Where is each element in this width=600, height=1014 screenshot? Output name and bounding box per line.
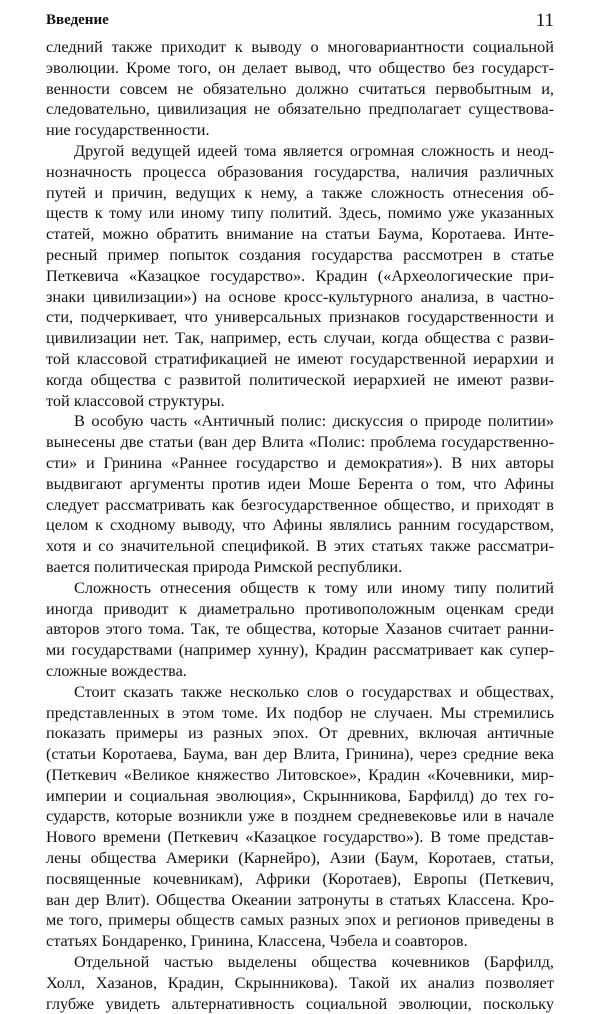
text-line: цивилизации нет. Так, например, есть случаи, когда общества с разви- [46,328,554,348]
body-text [46,37,554,1014]
text-line: ние государственности. [46,120,210,140]
page-number: 11 [535,10,554,31]
text-line: Петкевича «Казацкое государство». Крадин («Археологические при- [46,265,554,285]
text-line: когда общества с развитой политической иерархией не имеют разви- [46,369,554,389]
text-line: (Петкевич «Великое княжество Литовское», Крадин «Кочевники, мир- [46,764,554,784]
text-line: показать примеры из разных эпох. От древних, включая античные [46,723,554,743]
text-line: сти, подчеркивает, что универсальных признаков государственности и [46,307,554,327]
text-line: следует рассматривать как безгосударственное общество, и приходят в [46,494,554,514]
text-line: той классовой стратификацией не имеют государственной иерархии и [46,348,554,368]
text-line: авторов этого тома. Так, те общества, которые Хазанов считает ранни- [46,619,554,639]
paragraph [46,141,554,411]
text-line: империи и социальная эволюция», Скрынникова, Барфилд) до тех го- [46,785,554,805]
text-line: эволюции. Кроме того, он делает вывод, что общество без государст- [46,57,554,77]
text-line: нозначность процесса образования государства, наличия различных [46,161,554,181]
paragraph [46,682,554,952]
paragraph [46,578,554,682]
text-line: венности совсем не обязательно должно считаться первобытным и, [46,78,554,98]
text-line: путей и причин, ведущих к нему, а также сложность отнесения об- [46,182,554,202]
text-line: Холл, Хазанов, Крадин, Скрынникова). Такой их анализ позволяет [46,972,554,992]
text-line: знаки цивилизации») на основе кросс-культурного анализа, в частно- [46,286,554,306]
text-line: ван дер Влит). Общества Океании затронуты в статьях Классена. Кро- [46,889,554,909]
paragraph [46,952,554,1014]
page-header [46,10,554,36]
text-line: посвященные кочевникам), Африки (Коротаев), Европы (Петкевич, [46,868,554,888]
text-line: целом к сходному выводу, что Афины являлись ранним государством, [46,515,554,535]
text-line: следовательно, цивилизация не обязательно предполагает существова- [46,99,554,119]
text-line: Сложность отнесения обществ к тому или иному типу политий [74,577,554,597]
text-line: той классовой структуры. [46,390,225,410]
text-line: выдвигают аргументы против идеи Моше Берента о том, что Афины [46,473,554,493]
text-line: статьях Бондаренко, Гринина, Классена, Чэбела и соавторов. [46,931,468,951]
text-line: лены общества Америки (Карнейро), Азии (Баум, Коротаев, статьи, [46,848,554,868]
text-line: сударств, которые возникли уже в позднем средневековье или в начале [46,806,554,826]
paragraph [46,37,554,141]
text-line: Стоит сказать также несколько слов о государствах и обществах, [74,681,554,701]
text-line: ми государствами (например хунну), Крадин рассматривает как супер- [46,640,554,660]
text-line: представленных в этом томе. Их подбор не случаен. Мы стремились [46,702,554,722]
text-line: сложные вождества. [46,660,187,680]
text-line: вается политическая природа Римской республики. [46,556,403,576]
text-line: ществ к тому или иному типу политий. Здесь, помимо уже указанных [46,203,554,223]
text-line: иногда приводит к диаметрально противоположным оценкам среди [46,598,554,618]
text-line: сти» и Гринина «Раннее государство и демократия»). В них авторы [46,452,554,472]
text-line: В особую часть «Античный полис: дискуссия о природе политии» [74,411,554,431]
text-line: статей, можно обратить внимание на статьи Баума, Коротаева. Инте- [46,224,554,244]
text-line: глубже увидеть альтернативность социальной эволюции, поскольку [46,993,554,1013]
running-title: Введение [46,12,109,28]
text-line: Отдельной частью выделены общества кочевников (Барфилд, [74,952,554,972]
paragraph [46,411,554,577]
text-line: ресный пример попыток создания государства рассмотрен в статье [46,244,554,264]
text-line: вынесены две статьи (ван дер Влита «Полис: проблема государственно- [46,432,554,452]
text-line: Нового времени (Петкевич «Казацкое государство»). В томе представ- [46,827,554,847]
text-line: хотя и со значительной спецификой. В этих статьях также рассматри- [46,536,554,556]
text-line: ме того, примеры обществ самых разных эпох и регионов приведены в [46,910,554,930]
text-line: Другой ведущей идеей тома является огромная сложность и неод- [74,140,554,160]
text-line: (статьи Коротаева, Баума, ван дер Влита, Гринина), через средние века [46,744,554,764]
text-line: следний также приходит к выводу о многовариантности социальной [46,37,554,56]
